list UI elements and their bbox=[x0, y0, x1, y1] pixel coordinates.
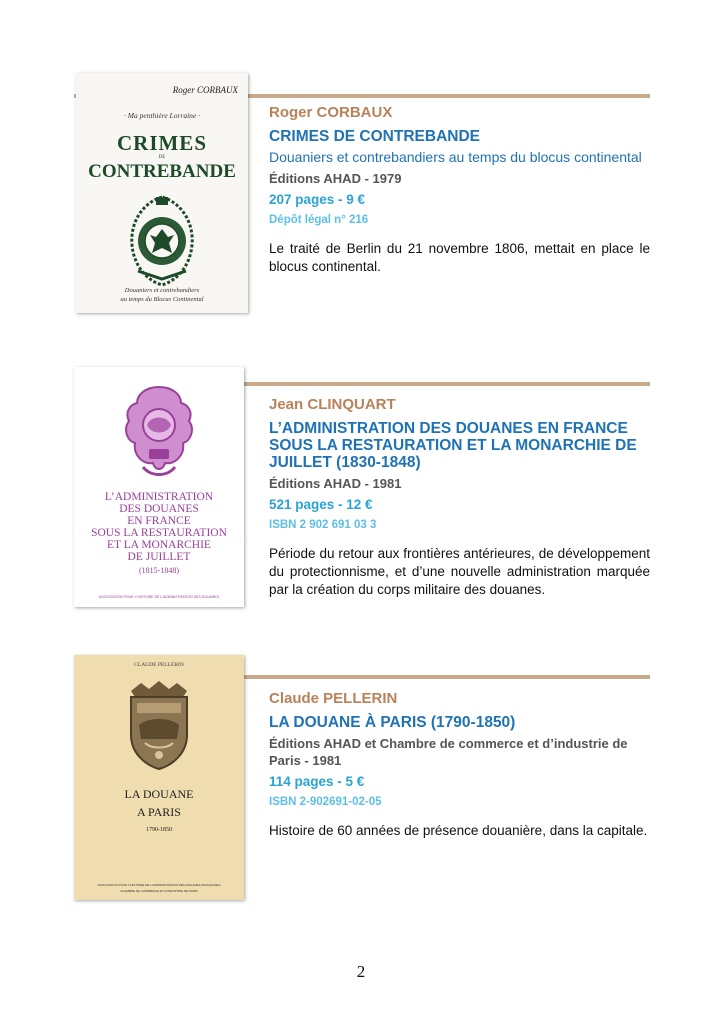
book-description: Histoire de 60 années de présence douanière, dans la capitale. bbox=[269, 823, 648, 838]
book-publisher: Éditions AHAD et Chambre de commerce et d’industrie de Paris - 1981 bbox=[269, 736, 628, 768]
book-info bbox=[269, 104, 650, 276]
book-description: Le traité de Berlin du 21 novembre 1806, mettait en place le blocus continental. bbox=[269, 241, 650, 274]
book-author: Jean CLINQUART bbox=[269, 396, 396, 413]
book-reference: ISBN 2-902691-02-05 bbox=[269, 796, 382, 808]
cover-author: CLAUDE PELLERIN bbox=[134, 662, 184, 668]
book-publisher: Éditions AHAD - 1981 bbox=[269, 476, 402, 491]
book-reference: Dépôt légal n° 216 bbox=[269, 214, 369, 226]
book-cover-la-douane-a-paris bbox=[74, 655, 244, 900]
cover-author: Roger CORBAUX bbox=[172, 85, 238, 95]
book-price: 207 pages - 9 € bbox=[269, 192, 366, 207]
book-cover-crimes-de-contrebande bbox=[76, 73, 248, 313]
cover-series: · Ma penthière Lorraine · bbox=[124, 111, 200, 120]
book-info bbox=[269, 396, 650, 599]
cover-title-line: SOUS LA RESTAURATION bbox=[91, 527, 227, 539]
cover-footer: ASSOCIATION POUR L’HISTOIRE DE L’ADMINISTRATION DES DOUANES bbox=[98, 595, 220, 599]
book-author: Roger CORBAUX bbox=[269, 104, 393, 121]
book-description: Période du retour aux frontières antérieures, de développement du protectionnisme, et d’une nouvelle administration marquée par la création du corps militaire des douanes. bbox=[269, 546, 650, 597]
cover-footer-line2: CHAMBRE DE COMMERCE ET D’INDUSTRIE DE PARIS bbox=[120, 889, 198, 893]
book-price: 521 pages - 12 € bbox=[269, 497, 373, 512]
customs-emblem-icon bbox=[119, 381, 199, 481]
cover-title-line: DES DOUANES bbox=[119, 503, 199, 515]
page-number: 2 bbox=[356, 962, 366, 981]
cover-years: 1790-1850 bbox=[146, 827, 172, 833]
book-title: L’ADMINISTRATION DES DOUANES EN FRANCE SOUS LA RESTAURATION ET LA MONARCHIE DE JUILLET (1830-1848) bbox=[269, 420, 637, 471]
cover-title-line2: A PARIS bbox=[137, 805, 181, 819]
book-cover-administration-des-douanes bbox=[74, 367, 244, 607]
book-author: Claude PELLERIN bbox=[269, 690, 398, 707]
cover-title-line1: LA DOUANE bbox=[124, 787, 194, 801]
cover-footer-line1: ASSOCIATION POUR L’HISTOIRE DE L’ADMINISTRATION DES DOUANES FRANÇAISES bbox=[97, 883, 221, 887]
cover-footer-line1: Douaniers et contrebandiers bbox=[124, 287, 200, 294]
cover-title-line: DE JUILLET bbox=[127, 551, 191, 563]
cover-years: (1815-1848) bbox=[139, 566, 179, 575]
book-publisher: Éditions AHAD - 1979 bbox=[269, 171, 402, 186]
cover-title-line: EN FRANCE bbox=[127, 515, 191, 527]
city-arms-emblem-icon bbox=[121, 677, 197, 773]
cover-title-line: ET LA MONARCHIE bbox=[107, 539, 211, 551]
cover-title-block bbox=[74, 491, 244, 577]
book-price: 114 pages - 5 € bbox=[269, 774, 365, 789]
cover-footer-line2: au temps du Blocus Continental bbox=[120, 296, 204, 303]
imperial-eagle-emblem-icon bbox=[122, 193, 202, 289]
cover-title-line1: CRIMES bbox=[116, 131, 207, 155]
cover-title-line2: CONTREBANDE bbox=[88, 161, 236, 182]
cover-title-line: L’ADMINISTRATION bbox=[104, 491, 214, 503]
book-subtitle: Douaniers et contrebandiers au temps du blocus continental bbox=[269, 149, 642, 165]
cover-title-connector: DE bbox=[158, 155, 166, 160]
book-reference: ISBN 2 902 691 03 3 bbox=[269, 519, 377, 531]
book-title: LA DOUANE À PARIS (1790-1850) bbox=[269, 714, 516, 731]
book-info bbox=[269, 690, 650, 840]
book-title: CRIMES DE CONTREBANDE bbox=[269, 128, 480, 145]
